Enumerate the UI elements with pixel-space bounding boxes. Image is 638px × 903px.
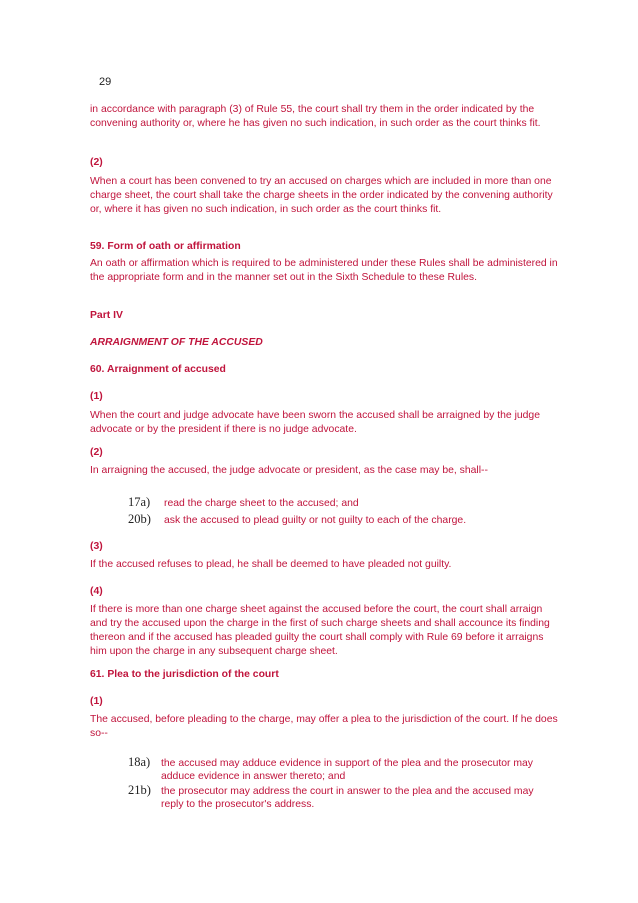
rule-59-paragraph: An oath or affirmation which is required to be administered under these Rules shall be administered in the appropriate form and in the manner set out in the Sixth Schedule to these Rules. bbox=[90, 258, 558, 283]
page-number: 29 bbox=[99, 76, 112, 88]
list-marker: 21b) bbox=[128, 783, 151, 797]
rule-61-subsection-1-paragraph: The accused, before pleading to the charge, may offer a plea to the jurisdiction of the court. If he does so-- bbox=[90, 714, 558, 739]
list-marker: 20b) bbox=[128, 512, 151, 526]
list-item bbox=[128, 757, 548, 783]
list-marker: 18a) bbox=[128, 755, 151, 769]
rule-60-subsection-2-heading: (2) bbox=[90, 447, 103, 458]
subsection-heading-2: (2) bbox=[90, 157, 103, 168]
arraignment-heading: ARRAIGNMENT OF THE ACCUSED bbox=[90, 337, 263, 348]
list-item-text: the prosecutor may address the court in answer to the plea and the accused may reply to the prosecutor's address. bbox=[161, 786, 534, 810]
rule-60-subsection-1-paragraph: When the court and judge advocate have been sworn the accused shall be arraigned by the judge advocate or by the president if there is no judge advocate. bbox=[90, 410, 540, 435]
list-item bbox=[128, 785, 548, 811]
list-item-text: ask the accused to plead guilty or not guilty to each of the charge. bbox=[164, 515, 467, 526]
rule-61-heading: 61. Plea to the jurisdiction of the court bbox=[90, 669, 279, 680]
rule-60-subsection-3-paragraph: If the accused refuses to plead, he shall be deemed to have pleaded not guilty. bbox=[90, 559, 452, 570]
paragraph-2: When a court has been convened to try an accused on charges which are included in more than one charge sheet, the court shall take the charge sheets in the order indicated by the convening authority or, where it has given no such indication, in such order as the court thinks fit. bbox=[90, 176, 553, 215]
rule-60-subsection-3-heading: (3) bbox=[90, 541, 103, 552]
list-item-text: read the charge sheet to the accused; and bbox=[164, 498, 359, 509]
list-item bbox=[128, 497, 548, 510]
rule-60-subsection-1-heading: (1) bbox=[90, 391, 103, 402]
list-item-text: the accused may adduce evidence in support of the plea and the prosecutor may adduce evidence in answer thereto; and bbox=[161, 758, 533, 782]
rule-59-heading: 59. Form of oath or affirmation bbox=[90, 241, 241, 252]
rule-60-heading: 60. Arraignment of accused bbox=[90, 364, 226, 375]
rule-60-subsection-2-paragraph: In arraigning the accused, the judge advocate or president, as the case may be, shall-- bbox=[90, 465, 488, 476]
rule-60-subsection-4-heading: (4) bbox=[90, 586, 103, 597]
rule-61-subsection-1-heading: (1) bbox=[90, 696, 103, 707]
part-heading: Part IV bbox=[90, 310, 123, 321]
paragraph-intro: in accordance with paragraph (3) of Rule 55, the court shall try them in the order indicated by the convening authority or, where he has given no such indication, in such order as the court thinks fit. bbox=[90, 104, 541, 129]
list-marker: 17a) bbox=[128, 495, 151, 509]
list-item bbox=[128, 514, 548, 527]
rule-60-subsection-4-paragraph: If there is more than one charge sheet against the accused before the court, the court shall arraign and try the accused upon the charge in the first of such charge sheets and shall accounce its finding thereon and if the accused has pleaded guilty the court shall comply with Rule 69 before it arraigns him upon the charge in any subsequent charge sheet. bbox=[90, 604, 550, 657]
